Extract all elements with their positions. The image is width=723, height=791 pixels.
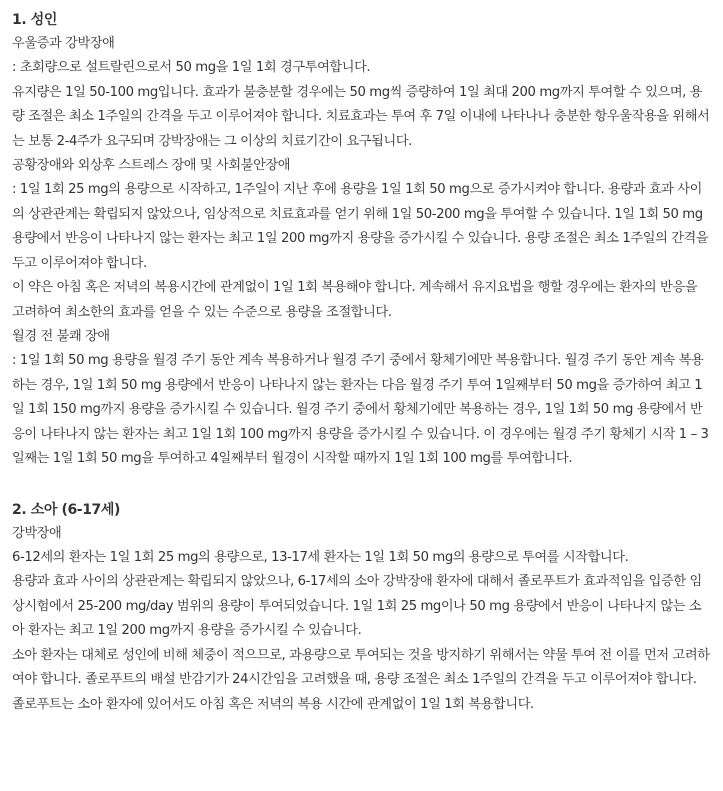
- pmdd-dose: : 1일 1회 50 mg 용량을 월경 주기 동안 계속 복용하거나 월경 주기 중에서 황체기에만 복용합니다. 월경 주기 동안 계속 복용하는 경우, 1일 1회 50 mg 용량에서 반응이 나타나지 않는 환자는 다음 월경 주기 투여 1일째부터 50 mg을 증가하여 최고 1일 1회 150 mg까지 용량을 증가시킬 수 있습니다. 월경 주기 중에서 황체기에만 복용하는 경우, 1일 1회 50 mg 용량에서 반응이 나타나지 않는 환자는 최고 1일 1회 100 mg까지 용량을 증가시킬 수 있습니다. 이 경우에는 월경 주기 황체기 시작 1 – 3일째는 1일 1회 50 mg을 투여하고 4일째부터 월경이 시작할 때까지 1일 1회 100 mg를 투여합니다.: [12, 353, 709, 466]
- section-pediatric-title: 2. 소아 (6-17세): [12, 501, 121, 518]
- depression-ocd-heading: 우울증과 강박장애: [12, 36, 115, 51]
- pediatric-initial-dose: 6-12세의 환자는 1일 1회 25 mg의 용량으로, 13-17세 환자는 1일 1회 50 mg의 용량으로 투여를 시작합니다.: [12, 549, 629, 565]
- panic-ptsd-social-anxiety-heading: 공황장애와 외상후 스트레스 장애 및 사회불안장애: [12, 158, 291, 173]
- section-adult-title: 1. 성인: [12, 12, 57, 28]
- pediatric-weight-note: 소아 환자는 대체로 성인에 비해 체중이 적으므로, 과용량으로 투여되는 것을 방지하기 위해서는 약물 투여 전 이를 먼저 고려하여야 합니다. 졸로푸트의 배설 반감기가 24시간임을 고려했을 때, 용량 조절은 최소 1주일의 간격을 두고 이루어져야 합니다.: [12, 647, 710, 687]
- panic-ptsd-social-anxiety-dose: : 1일 1회 25 mg의 용량으로 시작하고, 1주일이 지난 후에 용량을 1일 1회 50 mg으로 증가시켜야 합니다. 용량과 효과 사이의 상관관계는 확립되지 않았으나, 임상적으로 치료효과를 얻기 위해 1일 50-200 mg을 투여할 수 있습니다. 1일 1회 50 mg 용량에서 반응이 나타나지 않는 환자는 최고 1일 200 mg까지 용량을 증가시킬 수 있습니다. 용량 조절은 최소 1주일의 간격을 두고 이루어져야 합니다.: [12, 182, 709, 271]
- depression-ocd-initial-dose: : 초회량으로 설트랄린으로서 50 mg을 1일 1회 경구투여합니다.: [12, 60, 371, 75]
- pediatric-dosing-time-note: 졸로푸트는 소아 환자에 있어서도 아침 혹은 저녁의 복용 시간에 관계없이 1일 1회 복용합니다.: [12, 696, 534, 712]
- dosing-time-note: 이 약은 아침 혹은 저녁의 복용시간에 관계없이 1일 1회 복용해야 합니다. 계속해서 유지요법을 행할 경우에는 환자의 반응을 고려하여 최소한의 효과를 얻을 수 있는 수준으로 용량을 조절합니다.: [12, 280, 698, 320]
- pmdd-heading: 월경 전 불쾌 장애: [12, 329, 110, 344]
- pediatric-ocd-heading: 강박장애: [12, 525, 62, 541]
- depression-ocd-maintenance: 유지량은 1일 50-100 mg입니다. 효과가 불충분할 경우에는 50 mg씩 증량하여 1일 최대 200 mg까지 투여할 수 있으며, 용량 조절은 최소 1주일의 간격을 두고 이루어져야 합니다. 치료효과는 투여 후 7일 이내에 나타나나 충분한 항우울작용을 위해서는 보통 2-4주가 요구되며 강박장애는 그 이상의 치료기간이 요구됩니다.: [12, 84, 710, 149]
- pediatric-dose-range: 용량과 효과 사이의 상관관계는 확립되지 않았으나, 6-17세의 소아 강박장애 환자에 대해서 졸로푸트가 효과적임을 입증한 임상시험에서 25-200 mg/day 범위의 용량이 투여되었습니다. 1일 1회 25 mg이나 50 mg 용량에서 반응이 나타나지 않는 소아 환자는 최고 1일 200 mg까지 용량을 증가시킬 수 있습니다.: [12, 574, 702, 638]
- section-spacer: [12, 472, 713, 498]
